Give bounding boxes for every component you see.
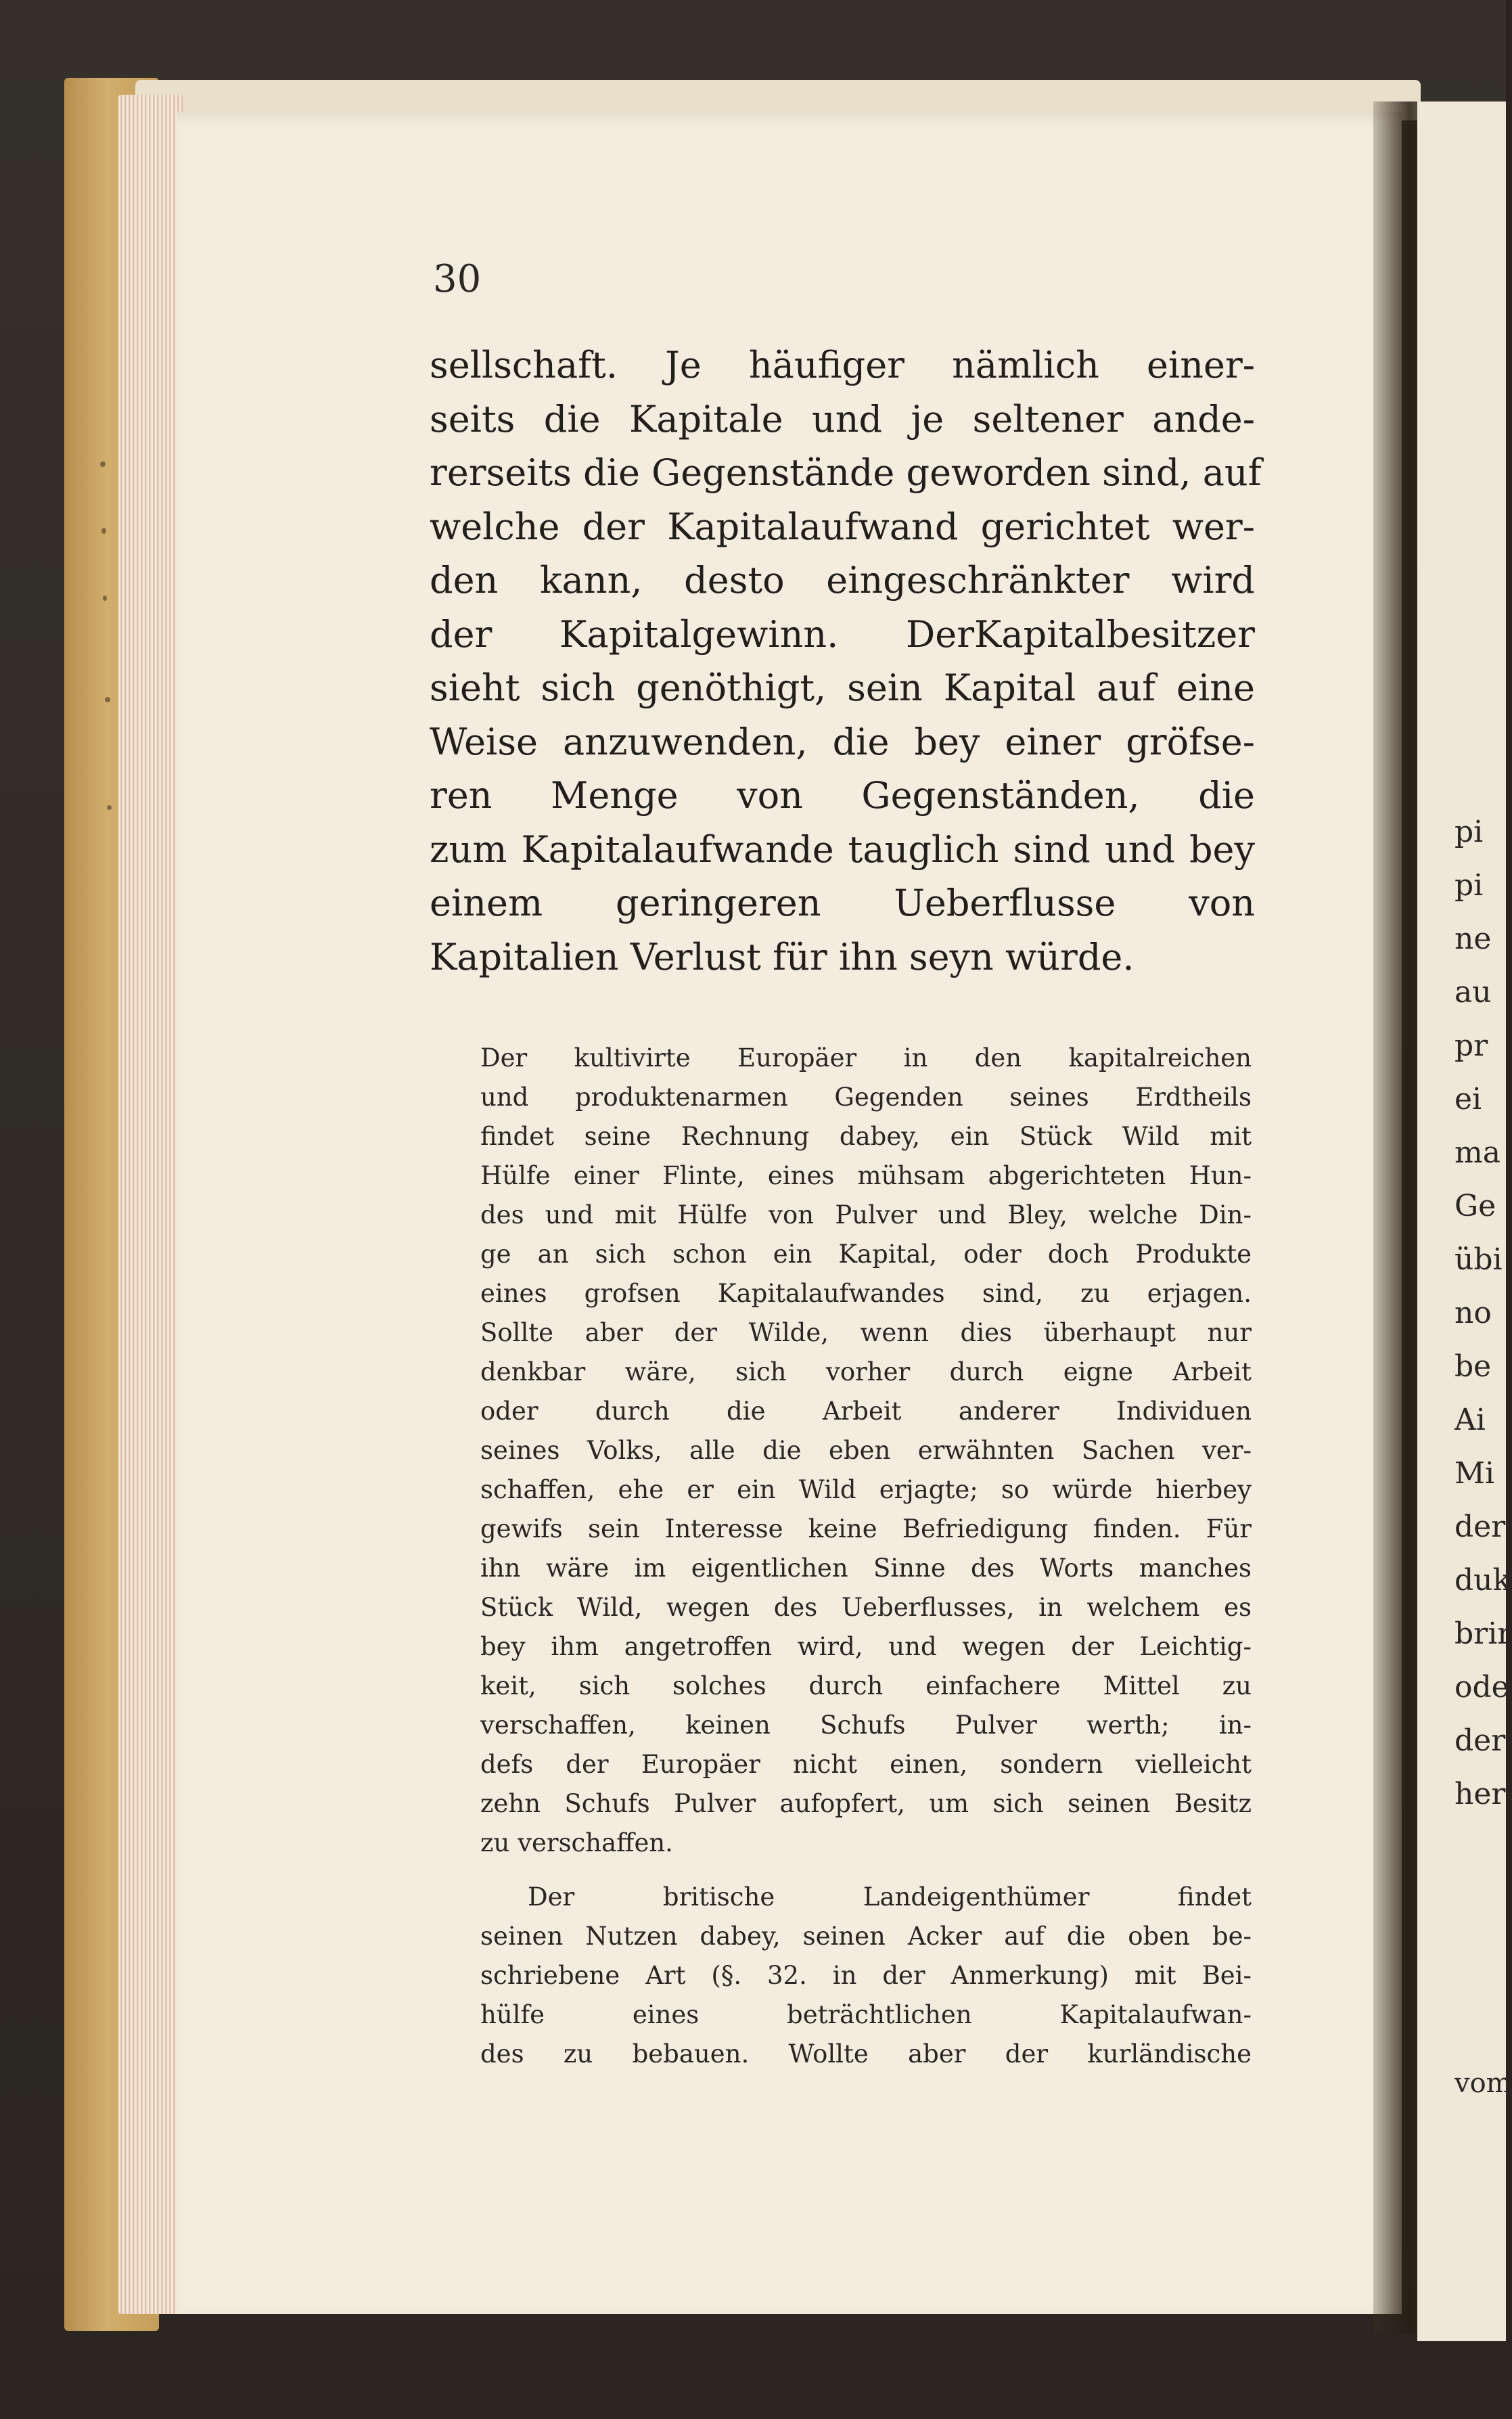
footnote-line: keit, sich solches durch einfachere Mittel zu bbox=[480, 1671, 1252, 1700]
footnote-line: gewifs sein Interesse keine Befriedigung finden. Für bbox=[480, 1514, 1252, 1543]
right-fragment: Ge bbox=[1454, 1189, 1496, 1223]
footnote-block bbox=[480, 1039, 1252, 2074]
right-fragment: ei bbox=[1454, 1082, 1482, 1116]
text-line: ren Menge von Gegenständen, die bbox=[430, 774, 1255, 817]
text-line: sieht sich genöthigt, sein Kapital auf eine bbox=[430, 666, 1255, 709]
footnote-line: Der britische Landeigenthümer findet bbox=[528, 1882, 1252, 1912]
footnote-line: verschaffen, keinen Schufs Pulver werth; in- bbox=[480, 1711, 1252, 1740]
footnote-line: Hülfe einer Flinte, eines mühsam abgerichteten Hun- bbox=[480, 1161, 1252, 1190]
text-line: seits die Kapitale und je seltener ande- bbox=[430, 397, 1255, 440]
right-fragment: be bbox=[1454, 1349, 1492, 1384]
text-line: einem geringeren Ueberflusse von bbox=[430, 882, 1255, 924]
right-fragment: übi bbox=[1454, 1242, 1503, 1277]
footnote-line: des und mit Hülfe von Pulver und Bley, welche Din- bbox=[480, 1200, 1252, 1229]
right-fragment: pr bbox=[1454, 1028, 1488, 1063]
footnote-line: oder durch die Arbeit anderer Individuen bbox=[480, 1397, 1252, 1426]
footnote-line: schriebene Art (§. 32. in der Anmerkung) mit Bei- bbox=[480, 1961, 1252, 1990]
footnote-line: schaffen, ehe er ein Wild erjagte; so würde hierbey bbox=[480, 1475, 1252, 1504]
right-fragment: Mi bbox=[1454, 1456, 1495, 1491]
right-fragment: der bbox=[1454, 1723, 1506, 1758]
right-fragment: pi bbox=[1454, 815, 1484, 849]
right-fragment: duk bbox=[1454, 1563, 1511, 1598]
text-line: Weise anzuwenden, die bey einer gröfse- bbox=[430, 720, 1255, 763]
text-line: sellschaft. Je häufiger nämlich einer- bbox=[430, 344, 1255, 386]
page-number: 30 bbox=[433, 257, 482, 301]
main-text-block bbox=[430, 338, 1262, 984]
text-line: zum Kapitalaufwande tauglich sind und bey bbox=[430, 828, 1255, 871]
footnote-line: eines grofsen Kapitalaufwandes sind, zu erjagen. bbox=[480, 1279, 1252, 1308]
right-page-text bbox=[1454, 805, 1512, 2099]
text-line: rerseits die Gegenstände geworden sind, auf bbox=[430, 451, 1262, 494]
margin-mark bbox=[105, 697, 110, 702]
right-fragment: pi bbox=[1454, 868, 1484, 903]
footnote-line: zehn Schufs Pulver aufopfert, um sich seinen Besitz bbox=[480, 1789, 1252, 1818]
footnote-line: findet seine Rechnung dabey, ein Stück Wild mit bbox=[480, 1122, 1252, 1151]
right-fragment: her bbox=[1454, 1777, 1506, 1811]
page-edges bbox=[118, 95, 183, 2314]
footnote-line: Sollte aber der Wilde, wenn dies überhaupt nur bbox=[480, 1318, 1252, 1347]
text-line: der Kapitalgewinn. DerKapitalbesitzer bbox=[430, 612, 1255, 656]
right-fragment: brir bbox=[1454, 1617, 1512, 1651]
right-fragment-bottom: vom bbox=[1454, 2068, 1512, 2099]
footnote-line: seines Volks, alle die eben erwähnten Sachen ver- bbox=[480, 1436, 1252, 1465]
footnote-line: defs der Europäer nicht einen, sondern vielleicht bbox=[480, 1750, 1252, 1779]
right-fragment: Ai bbox=[1454, 1403, 1486, 1437]
text-line: welche der Kapitalaufwand gerichtet wer- bbox=[430, 505, 1255, 548]
footnote-line: seinen Nutzen dabey, seinen Acker auf die oben be- bbox=[480, 1922, 1252, 1951]
text-line: den kann, desto eingeschränkter wird bbox=[430, 559, 1255, 602]
margin-mark bbox=[100, 461, 106, 467]
margin-mark bbox=[103, 595, 107, 601]
paragraph-gap bbox=[480, 1863, 1252, 1878]
footnote-line: denkbar wäre, sich vorher durch eigne Arbeit bbox=[480, 1357, 1252, 1386]
footnote-line: hülfe eines beträchtlichen Kapitalaufwan- bbox=[480, 2000, 1252, 2029]
footnote-line: zu verschaffen. bbox=[480, 1828, 673, 1857]
margin-mark bbox=[107, 805, 112, 810]
text-line: Kapitalien Verlust für ihn seyn würde. bbox=[430, 935, 1135, 978]
right-fragment: ma bbox=[1454, 1135, 1500, 1170]
footnote-line: Der kultivirte Europäer in den kapitalreichen bbox=[480, 1043, 1252, 1072]
right-fragment: au bbox=[1454, 975, 1492, 1010]
footnote-line: und produktenarmen Gegenden seines Erdtheils bbox=[480, 1083, 1252, 1112]
right-fragment: der bbox=[1454, 1510, 1506, 1544]
right-fragment: ode bbox=[1454, 1670, 1509, 1704]
footnote-line: bey ihm angetroffen wird, und wegen der Leichtig- bbox=[480, 1632, 1252, 1661]
footnote-line: Stück Wild, wegen des Ueberflusses, in welchem es bbox=[480, 1593, 1252, 1622]
footnote-line: ge an sich schon ein Kapital, oder doch Produkte bbox=[480, 1240, 1252, 1269]
right-fragment: ne bbox=[1454, 922, 1492, 956]
margin-mark bbox=[101, 528, 106, 534]
footnote-line: des zu bebauen. Wollte aber der kurländische bbox=[480, 2039, 1252, 2068]
right-fragment: no bbox=[1454, 1296, 1492, 1330]
footnote-line: ihn wäre im eigentlichen Sinne des Worts manches bbox=[480, 1554, 1252, 1583]
